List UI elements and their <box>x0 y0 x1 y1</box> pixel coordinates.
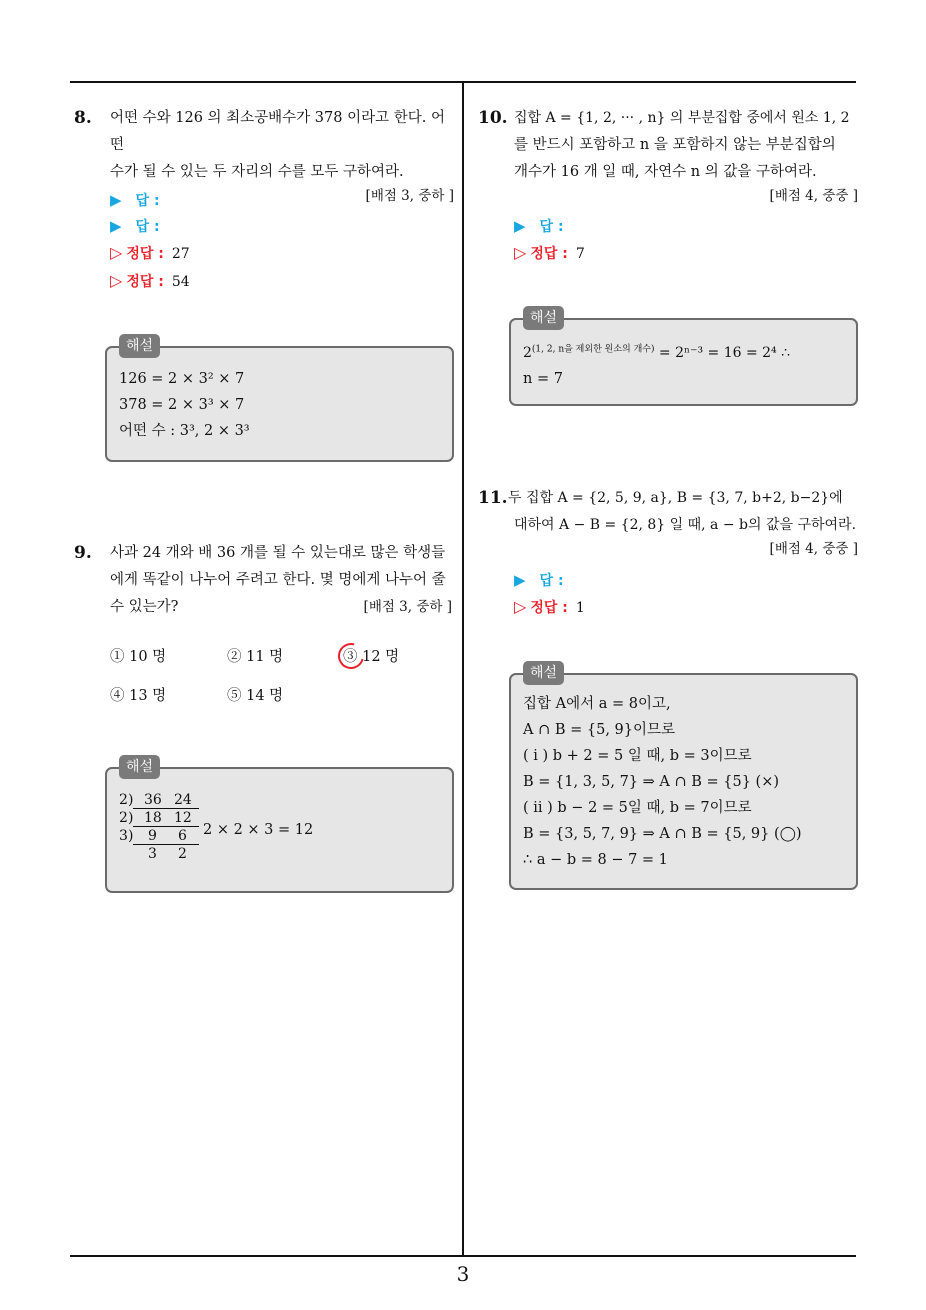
correct-value: 1 <box>575 600 585 616</box>
column-divider <box>462 81 464 1256</box>
explanation-tag: 해설 <box>523 661 564 685</box>
correct-value: 54 <box>171 274 190 290</box>
division-result: 2 × 2 × 3 = 12 <box>203 822 314 838</box>
choice-4[interactable]: ④ 13 명 <box>110 688 167 704</box>
question-11 <box>478 485 858 559</box>
explanation-line: A ∩ B = {5, 9}이므로 <box>523 722 676 738</box>
play-triangle-icon: ▶ <box>514 571 526 589</box>
answer-line <box>110 212 160 240</box>
explanation-line: 378 = 2 × 3³ × 7 <box>119 397 245 413</box>
power-base: 2 <box>523 345 532 361</box>
dividend-b: 6 <box>178 828 187 844</box>
answer-label: 답 : <box>539 219 564 235</box>
division-row <box>119 827 209 845</box>
explanation-tag: 해설 <box>119 334 160 358</box>
correct-answer-line <box>110 239 190 267</box>
right-column <box>474 0 858 1250</box>
explanation-tag: 해설 <box>523 306 564 330</box>
dividend-b: 12 <box>174 810 192 826</box>
correct-answer-line <box>110 267 190 295</box>
answer-line <box>514 566 564 594</box>
explanation-line: 어떤 수 : 3³, 2 × 3³ <box>119 423 250 439</box>
question-text-line: 대하여 A − B = {2, 8} 일 때, a − b의 값을 구하여라. <box>514 517 857 533</box>
dividend-a: 18 <box>144 810 162 826</box>
choice-5[interactable]: ⑤ 14 명 <box>227 688 284 704</box>
bracket: ) <box>128 828 134 844</box>
division-row <box>119 791 209 809</box>
question-text-line: 어떤 수와 126 의 최소공배수가 378 이라고 한다. 어떤 <box>110 110 445 153</box>
division-row <box>119 845 209 863</box>
explanation-line: B = {1, 3, 5, 7} ⇒ A ∩ B = {5} (×) <box>523 774 780 790</box>
dividend-a: 36 <box>144 792 162 808</box>
question-text-line: 에게 똑같이 나누어 주려고 한다. 몇 명에게 나누어 줄 <box>110 572 446 588</box>
explanation-line: 126 = 2 × 3² × 7 <box>119 371 245 387</box>
question-text-line <box>110 594 452 621</box>
points-label: [배점 4, 중중 ] <box>769 541 858 557</box>
question-text-line: 사과 24 개와 배 36 개를 될 수 있는대로 많은 학생들 <box>110 545 446 561</box>
correct-label: 정답 : <box>530 600 568 616</box>
explanation-line: B = {3, 5, 7, 9} ⇒ A ∩ B = {5, 9} (◯) <box>523 826 802 842</box>
question-text-line: 수가 될 수 있는 두 자리의 수를 모두 구하여라. <box>110 164 404 180</box>
page-number: 3 <box>456 1262 470 1286</box>
explanation-box <box>509 665 858 890</box>
choice-3[interactable]: ③ 12 명 <box>343 649 400 665</box>
bracket: ) <box>128 810 134 826</box>
play-triangle-icon: ▶ <box>110 217 122 235</box>
left-column <box>70 0 455 1250</box>
explanation-box <box>105 338 454 462</box>
quotient-a: 3 <box>148 846 157 862</box>
choice-1[interactable]: ① 10 명 <box>110 649 167 665</box>
explanation-tag: 해설 <box>119 755 160 779</box>
explanation-line <box>523 340 790 366</box>
divisor: 2 <box>119 810 128 826</box>
correct-answer-line <box>514 239 585 267</box>
correct-value: 7 <box>575 246 585 262</box>
outline-triangle-icon: ▷ <box>514 243 527 262</box>
correct-label: 정답 : <box>126 274 164 290</box>
answer-line <box>514 212 564 240</box>
question-text-line: 두 집합 A = {2, 5, 9, a}, B = {3, 7, b+2, b−2}에 <box>508 490 843 506</box>
choice-2[interactable]: ② 11 명 <box>227 649 284 665</box>
question-text: 수 있는가? <box>110 599 179 615</box>
explanation-box <box>105 759 454 893</box>
bottom-rule <box>70 1255 856 1257</box>
correct-label: 정답 : <box>530 246 568 262</box>
points-label: [배점 3, 중하 ] <box>363 599 452 615</box>
dividend-a: 9 <box>148 828 157 844</box>
question-number: 8. <box>74 108 92 128</box>
answer-label: 답 : <box>135 193 160 209</box>
power-exponent: (1, 2, n을 제외한 원소의 개수) <box>531 344 655 355</box>
points-label: [배점 4, 중중 ] <box>769 188 858 204</box>
play-triangle-icon: ▶ <box>110 191 122 209</box>
outline-triangle-icon: ▷ <box>110 243 123 262</box>
divisor: 3 <box>119 828 128 844</box>
explanation-line: ( i ) b + 2 = 5 일 때, b = 3이므로 <box>523 748 752 764</box>
play-triangle-icon: ▶ <box>514 217 526 235</box>
answer-label: 답 : <box>135 219 160 235</box>
quotient-b: 2 <box>178 846 187 862</box>
divisor: 2 <box>119 792 128 808</box>
question-10 <box>478 105 858 206</box>
question-text-line: 개수가 16 개 일 때, 자연수 n 의 값을 구하여라. <box>514 164 817 180</box>
bracket: ) <box>128 792 134 808</box>
explanation-box <box>509 310 858 406</box>
division-row <box>119 809 209 827</box>
explanation-line: n = 7 <box>523 371 563 387</box>
answer-line <box>110 186 160 214</box>
correct-value: 27 <box>171 246 190 262</box>
explanation-line: ∴ a − b = 8 − 7 = 1 <box>523 852 668 868</box>
answer-label: 답 : <box>539 573 564 589</box>
power-rest: = 2ⁿ⁻³ = 16 = 2⁴ ∴ <box>654 345 791 361</box>
question-9 <box>74 540 452 621</box>
explanation-line: 집합 A에서 a = 8이고, <box>523 696 671 712</box>
question-text-line: 를 반드시 포함하고 n 을 포함하지 않는 부분집합의 <box>514 137 836 153</box>
outline-triangle-icon: ▷ <box>514 597 527 616</box>
outline-triangle-icon: ▷ <box>110 271 123 290</box>
dividend-b: 24 <box>174 792 192 808</box>
question-number: 11. <box>478 488 508 508</box>
question-number: 10. <box>478 108 508 128</box>
correct-label: 정답 : <box>126 246 164 262</box>
question-text-line: 집합 A = {1, 2, ··· , n} 의 부분집합 중에서 원소 1, 2 <box>514 110 850 126</box>
question-number: 9. <box>74 543 92 563</box>
points-label: [배점 3, 중하 ] <box>365 188 454 204</box>
explanation-line: ( ii ) b − 2 = 5일 때, b = 7이므로 <box>523 800 752 816</box>
correct-answer-line <box>514 593 585 621</box>
division-ladder <box>119 791 209 863</box>
